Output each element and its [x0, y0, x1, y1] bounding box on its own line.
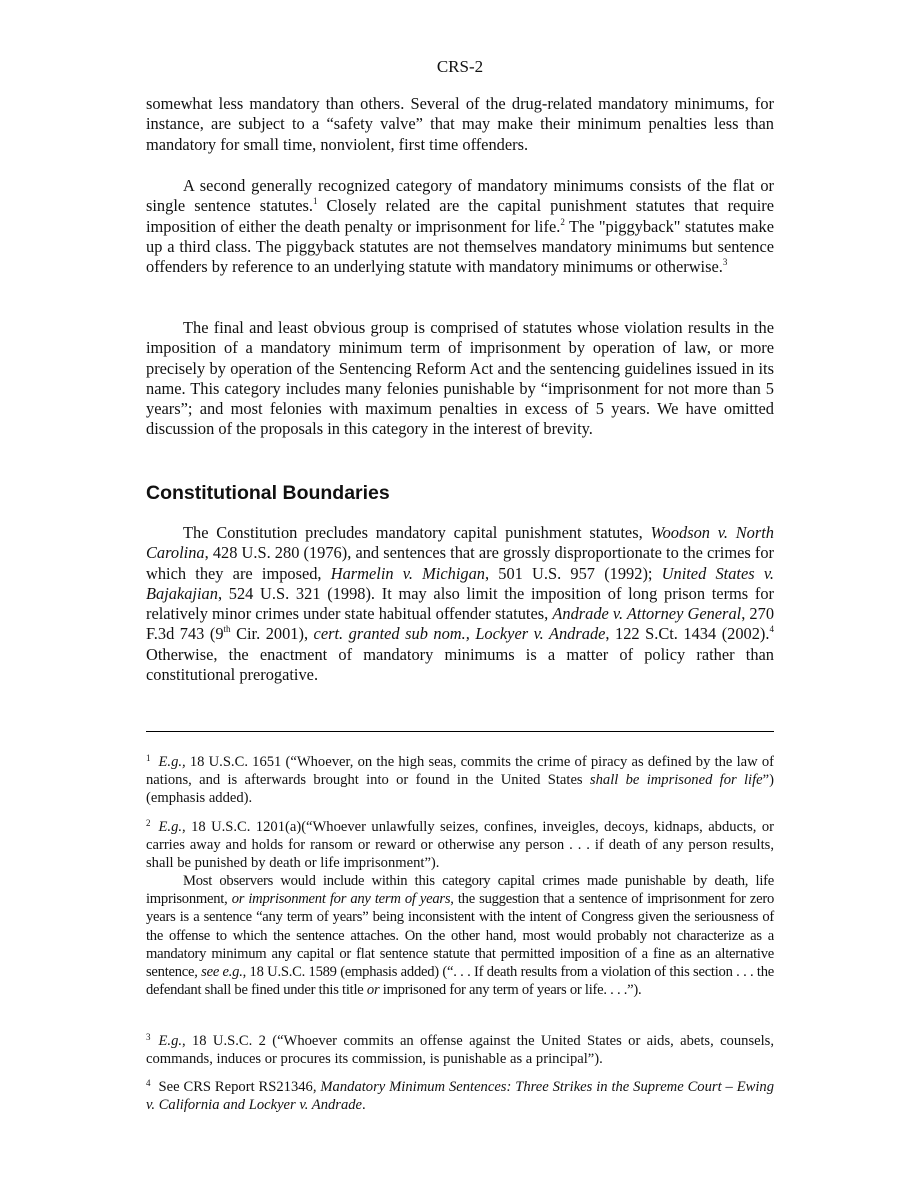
paragraph-text: The final and least obvious group is comprised of statutes whose violation results in the imposition of a mandatory minimum term of imprisonment by operation of law, or more precisely by operation of the Sentencing Reform Act and the sentencing guidelines issued in its name. This category includes many felonies punishable by “imprisonment for not more than 5 years”; and most felonies with maximum penalties in excess of 5 years. We have omitted discussion of the proposals in this category in the interest of brevity. [146, 318, 774, 439]
case-citation: Andrade v. Attorney General [552, 604, 742, 624]
case-citation: Harmelin v. Michigan [330, 563, 485, 583]
text-run: Otherwise, the enactment of mandatory minimums is a matter of policy rather than constitutional prerogative. [146, 644, 774, 685]
text-run: , 428 U.S. 280 (1976), and sentences that are grossly disproportionate to the crimes for which they are imposed, [146, 543, 774, 583]
text-run: Cir. 2001), [230, 624, 314, 644]
footnote-text [146, 1032, 774, 1068]
page-number-header: CRS-2 [436, 57, 484, 76]
footnote-ref-4[interactable]: 4 [769, 624, 774, 635]
text-run: imprisoned for any term of years or life. . . .”). [379, 981, 642, 998]
footnote-text [146, 818, 774, 872]
text-run: A second generally recognized category of mandatory minimums consists of the flat or single sentence statutes. [146, 176, 774, 216]
emphasis: or [366, 981, 380, 998]
body-paragraph-3 [146, 318, 774, 440]
footnote-text [146, 753, 774, 807]
footnote-divider [146, 731, 774, 732]
text-run: , 501 U.S. 957 (1992); [484, 563, 662, 583]
paragraph-text [146, 176, 774, 277]
text-run: Most observers would include within this category capital crimes made punishable by death, life imprisonment, [146, 873, 774, 908]
paragraph-text [146, 523, 774, 685]
ordinal-superscript: th [223, 624, 231, 635]
text-run: , 524 U.S. 321 (1998). It may also limit the imposition of long prison terms for relatively minor crimes under state habitual offender statutes, [146, 583, 774, 624]
footnote-4 [146, 1078, 774, 1114]
text-run: , 122 S.Ct. 1434 (2002). [605, 624, 770, 644]
case-citation: Woodson v. North Carolina [146, 523, 774, 563]
paragraph-text: somewhat less mandatory than others. Several of the drug-related mandatory minimums, for instance, are subject to a “safety valve” that may make their minimum penalties less than mandatory for small time, nonviolent, first time offenders. [146, 94, 774, 154]
text-run: , 18 U.S.C. 1589 (emphasis added) (“. . . If death results from a violation of this section . . . the defendant shall be fined under this title [146, 963, 774, 998]
footnote-3 [146, 1032, 774, 1068]
body-paragraph-4 [146, 523, 774, 685]
footnote-text [146, 1078, 774, 1114]
footnote-ref-3[interactable]: 3 [722, 257, 728, 268]
case-citation: United States v. Bajakajian [146, 563, 774, 603]
text-run: , the suggestion that a sentence of imprisonment for zero years is a sentence “any term of years” being inconsistent with the intent of Congress given the seriousness of the offense to which the sentence attaches. On the other hand, most would probably not characterize as a mandatory minimum any capital or flat sentence statute that permitted imposition of a fine as an alternative sentence, [146, 891, 774, 980]
footnote-eg: E.g. [158, 1033, 183, 1049]
report-title: Mandatory Minimum Sentences: Three Strikes in the Supreme Court – Ewing v. California and Lockyer v. Andrade [146, 1079, 774, 1114]
emphasis: see e.g. [201, 963, 243, 980]
footnote-ref-1[interactable]: 1 [312, 196, 318, 207]
text-run: , 18 U.S.C. 2 (“Whoever commits an offense against the United States or aids, abets, counsels, commands, induces or procures its commission, is punishable as a principal”). [146, 1033, 774, 1068]
footnote-number: 3 [146, 1032, 151, 1042]
text-run: , 270 F.3d 743 (9 [146, 604, 775, 644]
text-run: See CRS Report RS21346, [158, 1079, 321, 1095]
footnote-number: 1 [146, 753, 151, 763]
case-citation: cert. granted sub nom., Lockyer v. Andrade [313, 624, 606, 644]
text-run: The Constitution precludes mandatory capital punishment statutes, [183, 523, 651, 542]
footnote-2 [146, 818, 774, 999]
text-run: The "piggyback" statutes make up a third class. The piggyback statutes are not themselves mandatory minimums but sentence offenders by reference to an underlying statute with mandatory minimums or otherwise. [146, 216, 774, 277]
body-paragraph-1 [146, 94, 774, 155]
emphasis: or imprisonment for any term of years [231, 891, 451, 908]
footnote-eg: E.g. [158, 819, 183, 835]
text-run: Closely related are the capital punishment statutes that require imposition of either the death penalty or imprisonment for life. [146, 196, 774, 236]
body-paragraph-2 [146, 176, 774, 277]
footnote-continuation [146, 872, 774, 999]
footnote-ref-2[interactable]: 2 [560, 216, 565, 227]
footnote-number: 4 [146, 1078, 151, 1088]
footnote-eg: E.g., [158, 754, 186, 770]
text-run: ”)(emphasis added). [146, 772, 774, 807]
text-run: . [362, 1097, 366, 1114]
emphasis: shall be imprisoned for life [589, 772, 763, 789]
text-run: 18 U.S.C. 1651 (“Whoever, on the high seas, commits the crime of piracy as defined by the law of nations, and is afterwards brought into or found in the United States [146, 754, 774, 789]
footnote-number: 2 [146, 818, 151, 828]
text-run: , 18 U.S.C. 1201(a)(“Whoever unlawfully seizes, confines, inveigles, decoys, kidnaps, abducts, or carries away and holds for ransom or reward or otherwise any person . . . if death of any person results, shall be punished by death or life imprisonment”). [146, 819, 774, 872]
section-heading: Constitutional Boundaries [146, 482, 390, 504]
footnote-1 [146, 753, 774, 807]
